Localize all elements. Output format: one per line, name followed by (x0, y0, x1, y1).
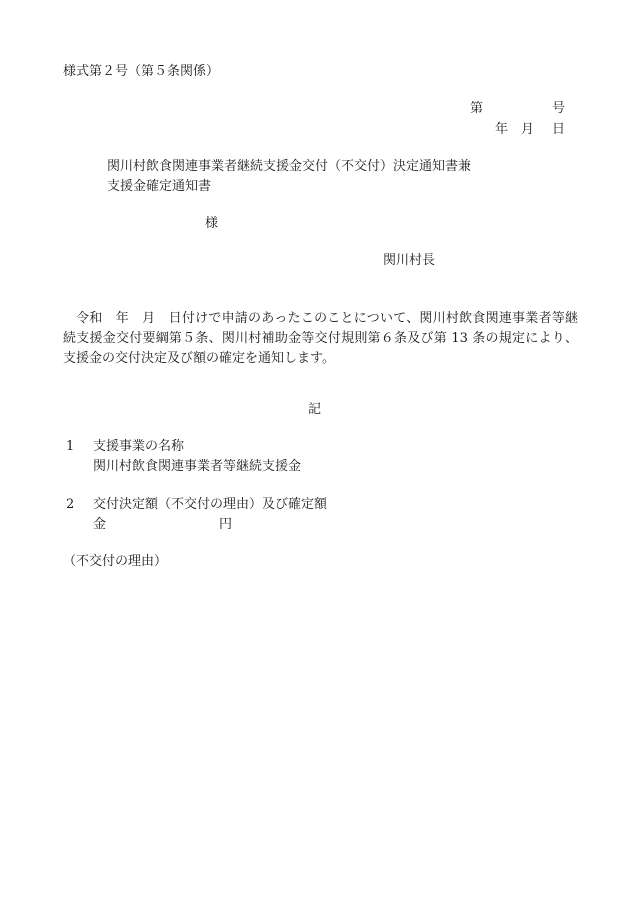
document-title-line-2: 支援金確定通知書 (107, 179, 212, 194)
item-1-number: 1 (66, 439, 75, 454)
document-number-suffix: 号 (552, 101, 566, 116)
item-1-label: 支援事業の名称 (93, 439, 185, 454)
non-grant-reason-label: （不交付の理由） (63, 554, 168, 569)
item-2-amount-unit: 円 (219, 517, 233, 532)
date-day-label: 日 (552, 122, 566, 137)
item-2-label: 交付決定額（不交付の理由）及び確定額 (93, 497, 328, 512)
date-month-label: 月 (521, 122, 535, 137)
item-2-number: 2 (66, 497, 75, 512)
body-paragraph: 令和 年 月 日付けで申請のあったこのことについて、関川村飲食関連事業者等継続支援金交付要綱第５条、関川村補助金等交付規則第６条及び第 13 条の規定により、支援金の交付決定及び額の確定を通知します。 (63, 311, 578, 366)
document-title-line-1: 関川村飲食関連事業者継続支援金交付（不交付）決定通知書兼 (107, 159, 472, 174)
document-number-label: 第 (470, 101, 484, 116)
form-number: 様式第２号（第５条関係） (63, 64, 220, 79)
addressee-honorific: 様 (205, 216, 219, 231)
item-2-amount-prefix: 金 (93, 517, 107, 532)
record-heading: 記 (308, 402, 322, 417)
issuer-name: 関川村長 (383, 253, 436, 268)
date-year-label: 年 (495, 122, 509, 137)
item-1-value: 関川村飲食関連事業者等継続支援金 (93, 459, 302, 474)
